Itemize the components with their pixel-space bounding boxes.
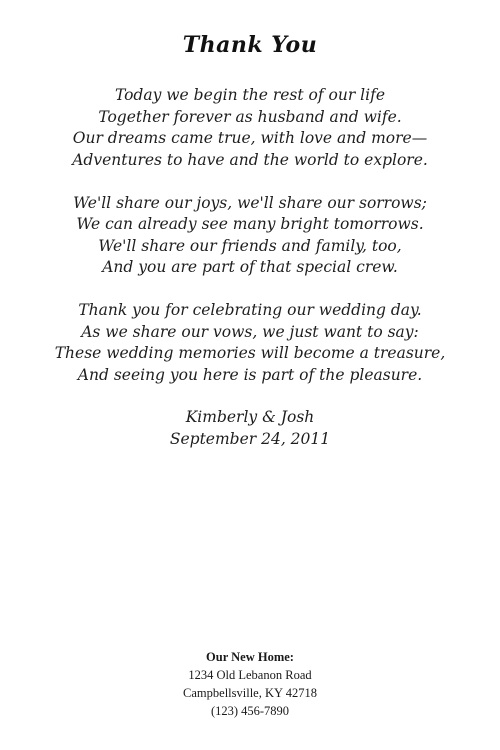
- poem-line: We can already see many bright tomorrows.: [76, 215, 424, 233]
- poem-line: Together forever as husband and wife.: [98, 107, 402, 126]
- poem-line: Today we begin the rest of our life: [114, 86, 386, 104]
- address-block: [0, 648, 500, 720]
- poem: [0, 85, 500, 408]
- poem-line: Our dreams came true, with love and more—: [72, 129, 428, 147]
- poem-line: Thank you for celebrating our wedding day.: [78, 301, 422, 319]
- page-title: Thank You: [182, 32, 318, 58]
- poem-line: And you are part of that special crew.: [102, 258, 398, 276]
- poem-line: We'll share our friends and family, too,: [98, 236, 402, 255]
- stanza-1: [0, 85, 500, 171]
- poem-line: These wedding memories will become a treasure,: [54, 344, 446, 362]
- poem-line: As we share our vows, we just want to say:: [81, 322, 419, 341]
- stanza-2: [0, 193, 500, 279]
- address-street: 1234 Old Lebanon Road: [188, 668, 312, 682]
- poem-line: And seeing you here is part of the pleasure.: [77, 365, 423, 384]
- signature-date: September 24, 2011: [169, 429, 331, 448]
- address-city: Campbellsville, KY 42718: [183, 686, 317, 700]
- poem-line: We'll share our joys, we'll share our sorrows;: [73, 193, 427, 212]
- stanza-3: [0, 300, 500, 386]
- signature-block: [0, 407, 500, 450]
- address-phone: (123) 456-7890: [210, 704, 290, 718]
- signature-names: Kimberly & Josh: [185, 408, 315, 426]
- poem-line: Adventures to have and the world to explore.: [72, 150, 428, 169]
- address-heading: Our New Home:: [206, 650, 294, 664]
